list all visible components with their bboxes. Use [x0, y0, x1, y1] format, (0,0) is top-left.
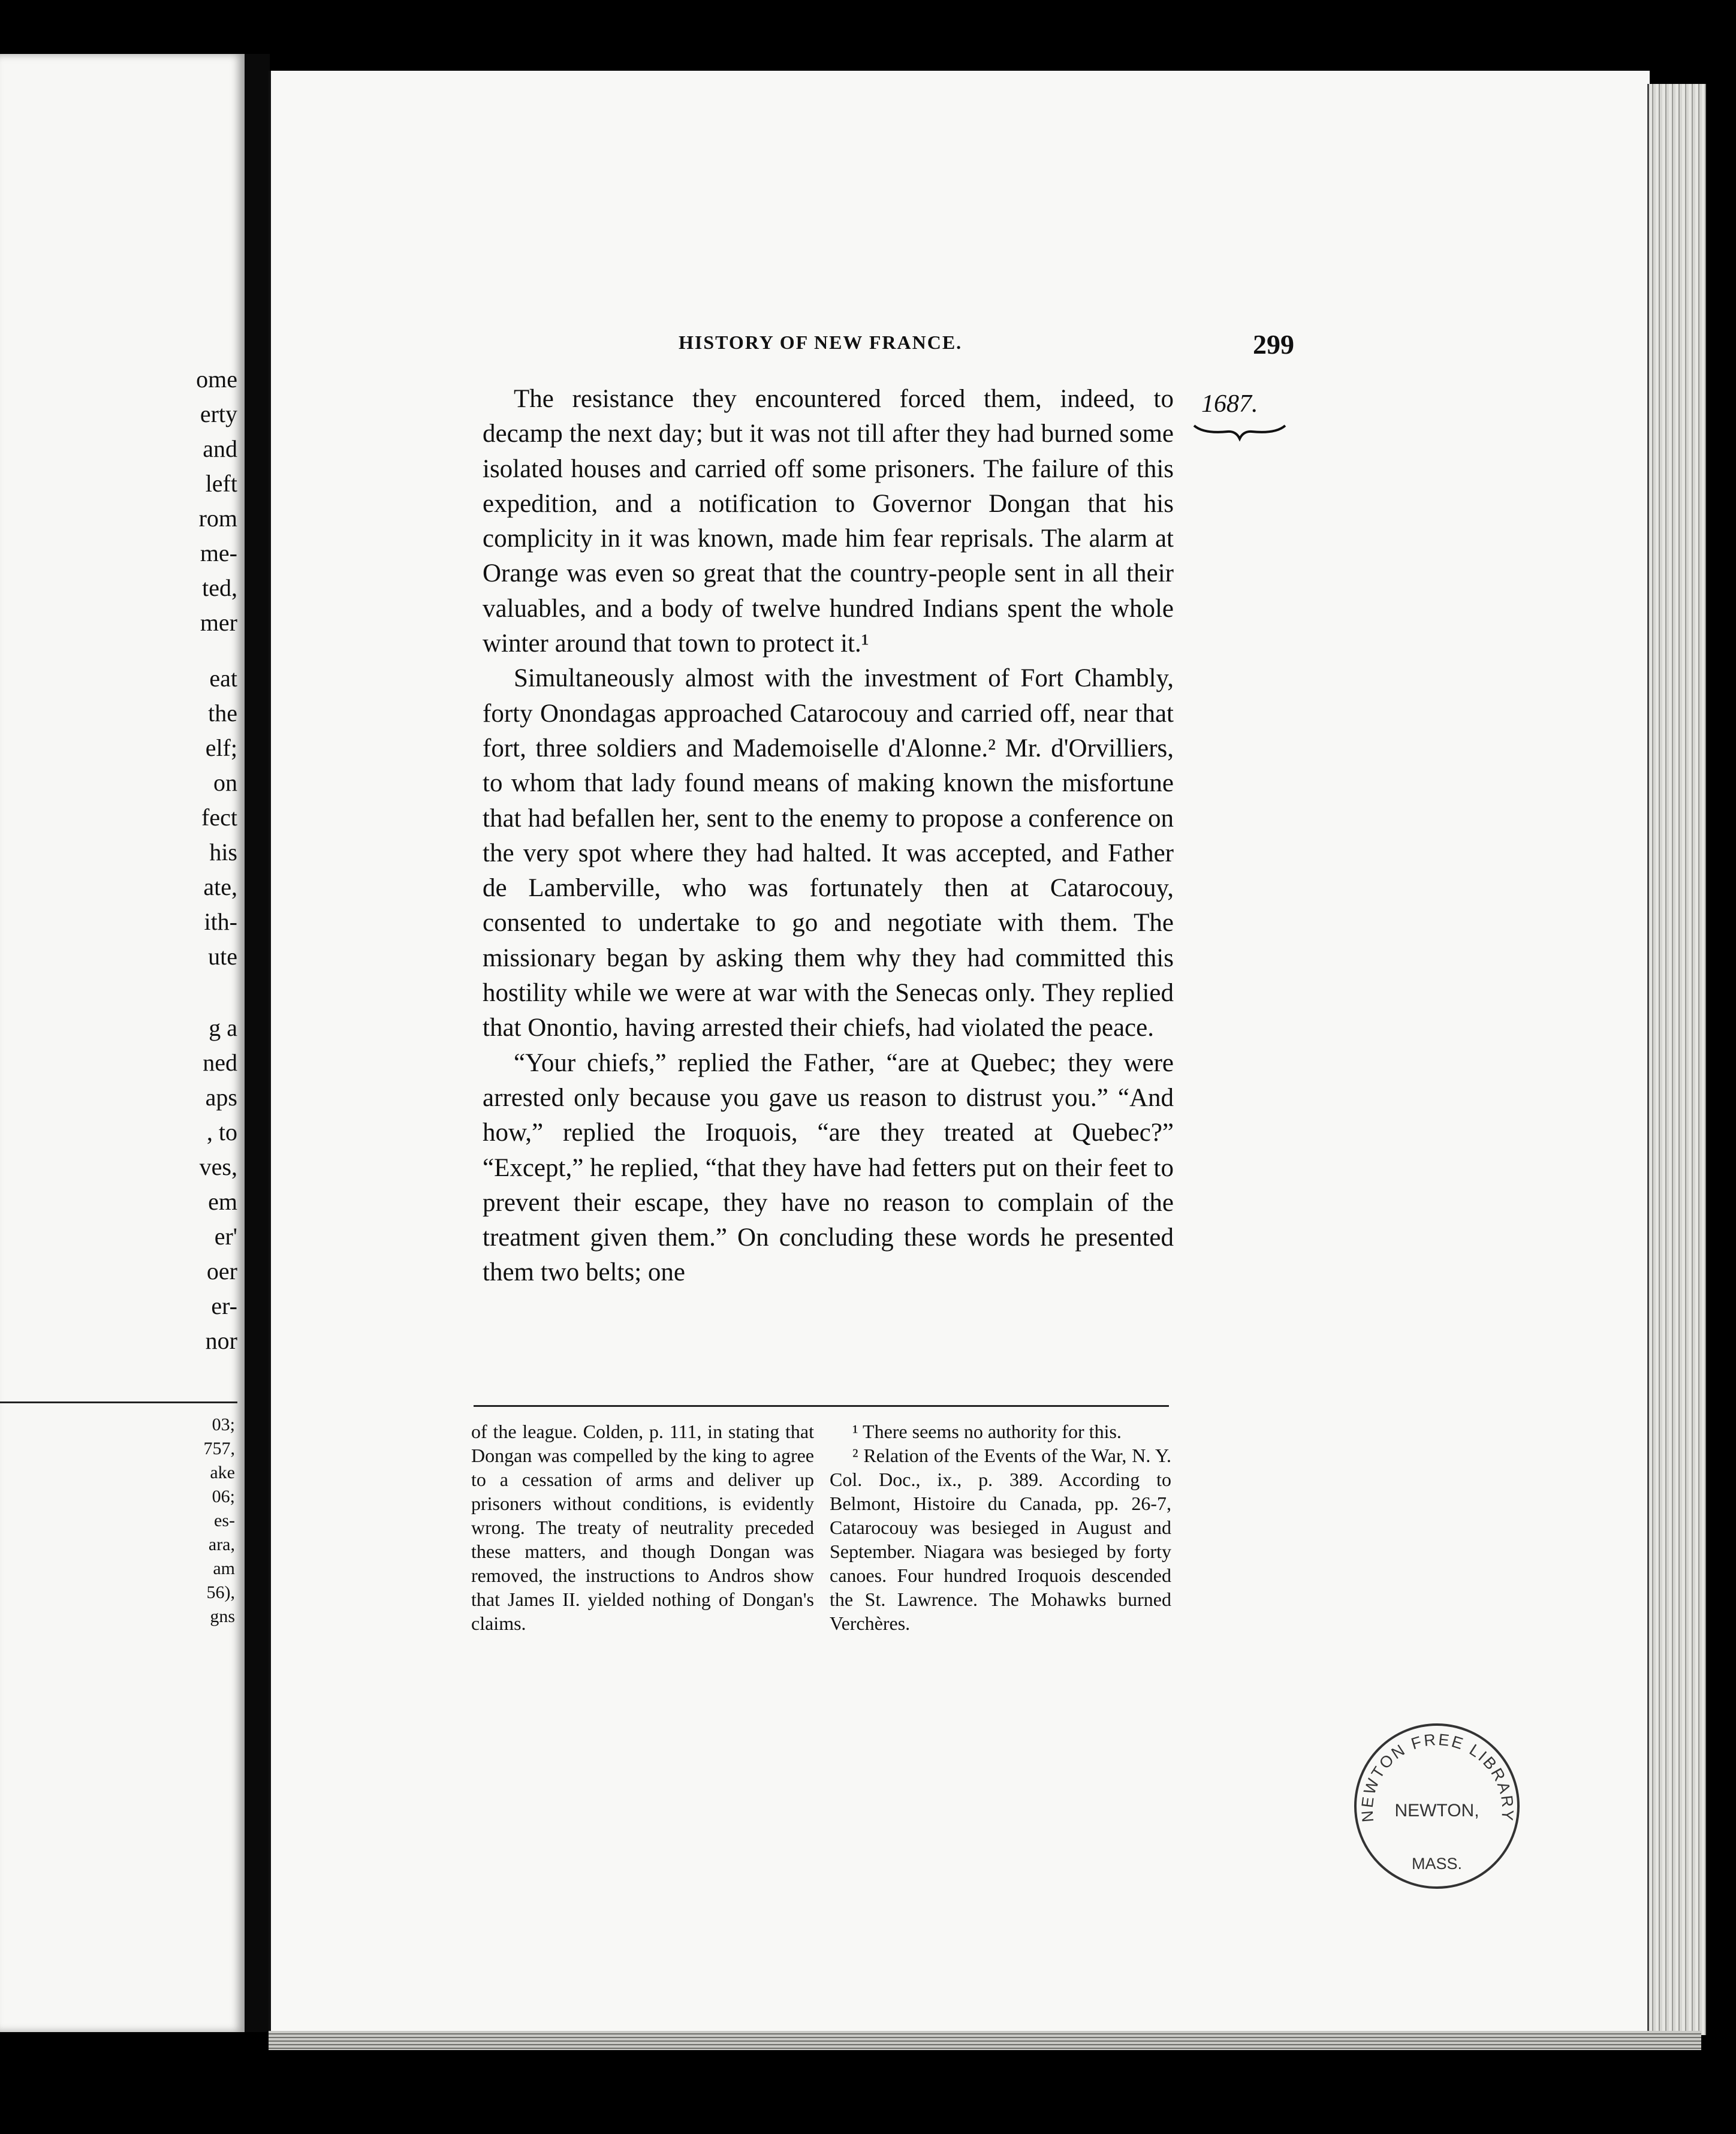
left-footnote-line: 03;	[212, 1415, 235, 1434]
bottom-page-edge	[269, 2031, 1701, 2050]
left-facing-page	[0, 54, 245, 2032]
left-line: ith-	[204, 908, 237, 935]
left-line: the	[208, 700, 237, 727]
footnote-rule	[474, 1405, 1169, 1407]
left-line: ate,	[203, 873, 237, 900]
running-head: HISTORY OF NEW FRANCE.	[679, 331, 963, 353]
left-footnote-rule	[0, 1401, 237, 1403]
left-footnote-line: 757,	[203, 1439, 235, 1458]
margin-year: 1687.	[1201, 390, 1258, 418]
left-line: me-	[200, 539, 237, 566]
left-footnote-line: es-	[214, 1511, 235, 1530]
left-line: er'	[214, 1223, 237, 1250]
left-line: er-	[211, 1292, 237, 1319]
body-paragraph: The resistance they encountered forced them, indeed, to decamp the next day; but it was not till after they had burned some isolated houses and carried off some prisoners. The failure of this expedition, and a notification to Governor Dongan that his complicity in it was known, made him fear reprisals. The alarm at Orange was even so great that the country-people sent in all their valuables, and a body of twelve hundred Indians spent the whole winter around that town to protect it.¹	[483, 385, 1174, 658]
left-footnote-line: ake	[210, 1463, 235, 1482]
footnote-2: ² Relation of the Events of the War, N. Y. Col. Doc., ix., p. 389. According to Belmont, Histoire du Canada, pp. 26-7, Catarocouy was besieged in August and September. Niagara was besieged by forty canoes. Four hundred Iroquois descended the St. Lawrence. The Mohawks burned Verchères.	[830, 1445, 1171, 1634]
left-footnote-line: am	[213, 1559, 235, 1578]
stamp-bottom-text: MASS.	[1411, 1855, 1463, 1873]
left-line: rom	[198, 505, 237, 532]
stamp-center-text: NEWTON,	[1394, 1801, 1479, 1820]
body-text	[483, 382, 1174, 1291]
left-line: left	[205, 470, 237, 497]
left-footnote-line: gns	[210, 1606, 235, 1626]
left-line: ned	[203, 1049, 237, 1076]
footnote-continuation: of the league. Colden, p. 111, in stating that Dongan was compelled by the king to agree to a cessation of arms and deliver up prisoners without conditions, is evidently wrong. The treaty of neutrality preceded these matters, and though Dongan was removed, the instructions to Andros show that James II. yielded nothing of Dongan's claims.	[471, 1421, 814, 1634]
left-line: his	[209, 839, 237, 866]
left-footnote-line: 56),	[206, 1583, 235, 1602]
stamp-ring-text: NEWTON FREE LIBRARY	[1358, 1730, 1517, 1823]
footnote-left-column	[471, 1419, 814, 1635]
left-line: em	[208, 1188, 237, 1215]
left-line: g a	[209, 1014, 237, 1041]
left-footnote-line: 06;	[212, 1487, 235, 1506]
left-line: ute	[208, 943, 237, 970]
left-line: fect	[201, 804, 237, 831]
left-line: and	[203, 435, 237, 462]
left-line: elf;	[205, 734, 237, 761]
left-line: eat	[209, 665, 237, 692]
left-line: , to	[206, 1119, 237, 1146]
brace-icon	[1192, 420, 1288, 444]
body-paragraph: “Your chiefs,” replied the Father, “are at Quebec; they were arrested only because you gave us reason to distrust you.” “And how,” replied the Iroquois, “are they treated at Quebec?” “Except,” he replied, “that they have had fetters put on their feet to prevent their escape, they have no reason to complain of the treatment given them.” On concluding these words he presented them two belts; one	[483, 1048, 1174, 1287]
left-line: aps	[205, 1084, 237, 1111]
body-paragraph: Simultaneously almost with the investment of Fort Chambly, forty Onondagas approached Catarocouy and carried off, near that fort, three soldiers and Mademoiselle d'Alonne.² Mr. d'Orvilliers, to whom that lady found means of making known the misfortune that had befallen her, sent to the enemy to propose a conference on the very spot where they had halted. It was accepted, and Father de Lamberville, who was fortunately then at Catarocouy, consented to undertake to go and negotiate with them. The missionary began by asking them why they had committed this hostility while we were at war with the Senecas only. They replied that Onontio, having arrested their chiefs, had violated the peace.	[483, 664, 1174, 1042]
footnote-right-column	[830, 1419, 1171, 1635]
left-line: mer	[200, 609, 237, 636]
left-footnote-line: ara,	[208, 1535, 235, 1554]
left-line: on	[213, 769, 237, 796]
left-line: ves,	[199, 1153, 237, 1180]
left-line: nor	[205, 1327, 237, 1354]
page-number: 299	[1253, 329, 1294, 360]
left-line: ted,	[202, 574, 237, 601]
page-edge-stack	[1647, 84, 1706, 2035]
left-line: erty	[200, 400, 237, 427]
left-line: oer	[206, 1258, 237, 1285]
library-stamp	[1351, 1720, 1523, 1892]
left-line: ome	[196, 366, 237, 393]
book-gutter	[245, 54, 270, 2032]
footnote-1: ¹ There seems no authority for this.	[852, 1421, 1122, 1442]
